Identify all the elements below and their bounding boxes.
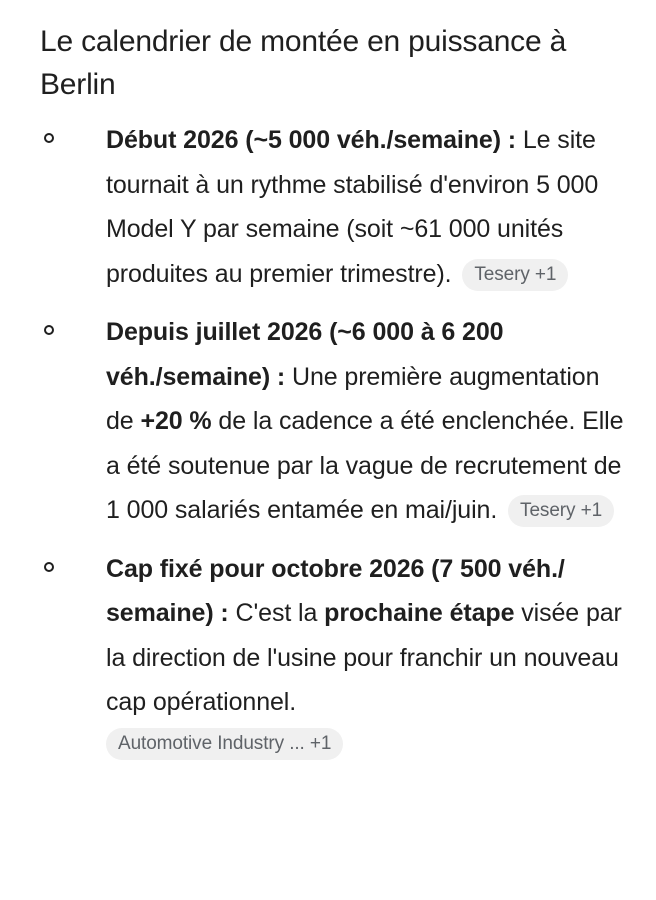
list-item xyxy=(0,118,656,296)
item-lead: Depuis juillet 2026 (~6 000 à 6 200 véh./semaine) : xyxy=(106,318,504,391)
item-emphasis: +20 % xyxy=(140,407,212,435)
hollow-bullet-icon xyxy=(44,133,54,143)
timeline-list xyxy=(0,118,656,760)
item-lead: Cap fixé pour octobre 2026 (7 500 véh./ semaine) : xyxy=(106,554,565,627)
source-chip[interactable]: Automotive Industry ... +1 xyxy=(106,728,343,760)
item-text: Le site tournait à un rythme stabilisé d'environ 5 000 Model Y par semaine (soit ~61 000 unités produites au premier trimestre). xyxy=(106,126,599,288)
list-item xyxy=(0,547,656,760)
list-item xyxy=(0,310,656,533)
item-emphasis: prochaine étape xyxy=(324,599,515,627)
item-text: de la cadence a été enclenchée. Elle a été soutenue par la vague de recrutement de 1 000 salariés entamée en mai/juin. xyxy=(106,407,624,524)
item-lead: Début 2026 (~5 000 véh./semaine) : xyxy=(106,126,516,154)
source-chip[interactable]: Tesery +1 xyxy=(462,259,568,291)
section-heading: Le calendrier de montée en puissance à Berlin xyxy=(40,25,567,101)
item-text: C'est la xyxy=(228,599,325,627)
hollow-bullet-icon xyxy=(44,325,54,335)
source-chip[interactable]: Tesery +1 xyxy=(508,495,614,527)
hollow-bullet-icon xyxy=(44,562,54,572)
item-text: visée par la direction de l'usine pour franchir un nouveau cap opérationnel. xyxy=(106,599,622,716)
item-text: Une première augmentation de xyxy=(106,362,600,435)
